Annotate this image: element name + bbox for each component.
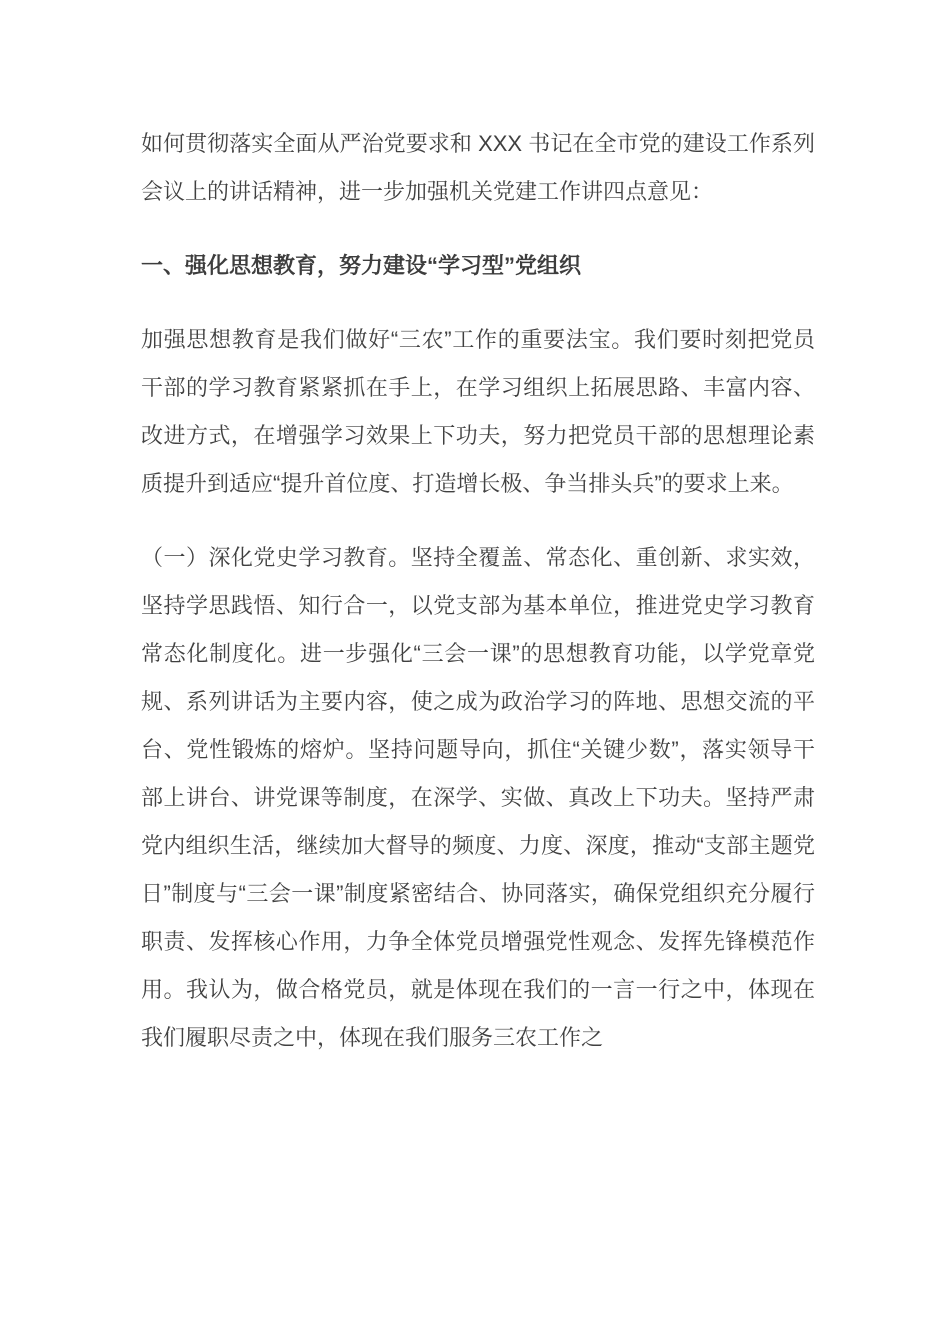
intro-paragraph: 如何贯彻落实全面从严治党要求和 XXX 书记在全市党的建设工作系列会议上的讲话精神，进一步加强机关党建工作讲四点意见： xyxy=(141,131,815,204)
section-heading: 一、强化思想教育，努力建设“学习型”党组织 xyxy=(141,253,582,278)
body-paragraph-2: （一）深化党史学习教育。坚持全覆盖、常态化、重创新、求实效，坚持学思践悟、知行合一，以党支部为基本单位，推进党史学习教育常态化制度化。进一步强化“三会一课”的思想教育功能，以学党章党规、系列讲话为主要内容，使之成为政治学习的阵地、思想交流的平台、党性锻炼的熔炉。坚持问题导向，抓住“关键少数”，落实领导干部上讲台、讲党课等制度，在深学、实做、真改上下功夫。坚持严肃党内组织生活，继续加大督导的频度、力度、深度，推动“支部主题党日”制度与“三会一课”制度紧密结合、协同落实，确保党组织充分履行职责、发挥核心作用，力争全体党员增强党性观念、发挥先锋模范作用。我认为，做合格党员，就是体现在我们的一言一行之中，体现在我们履职尽责之中，体现在我们服务三农工作之 xyxy=(141,545,815,1050)
body-paragraph-1: 加强思想教育是我们做好“三农”工作的重要法宝。我们要时刻把党员干部的学习教育紧紧抓在手上，在学习组织上拓展思路、丰富内容、改进方式，在增强学习效果上下功夫，努力把党员干部的思想理论素质提升到适应“提升首位度、打造增长极、争当排头兵”的要求上来。 xyxy=(141,327,815,496)
document-text-block xyxy=(141,120,815,1088)
